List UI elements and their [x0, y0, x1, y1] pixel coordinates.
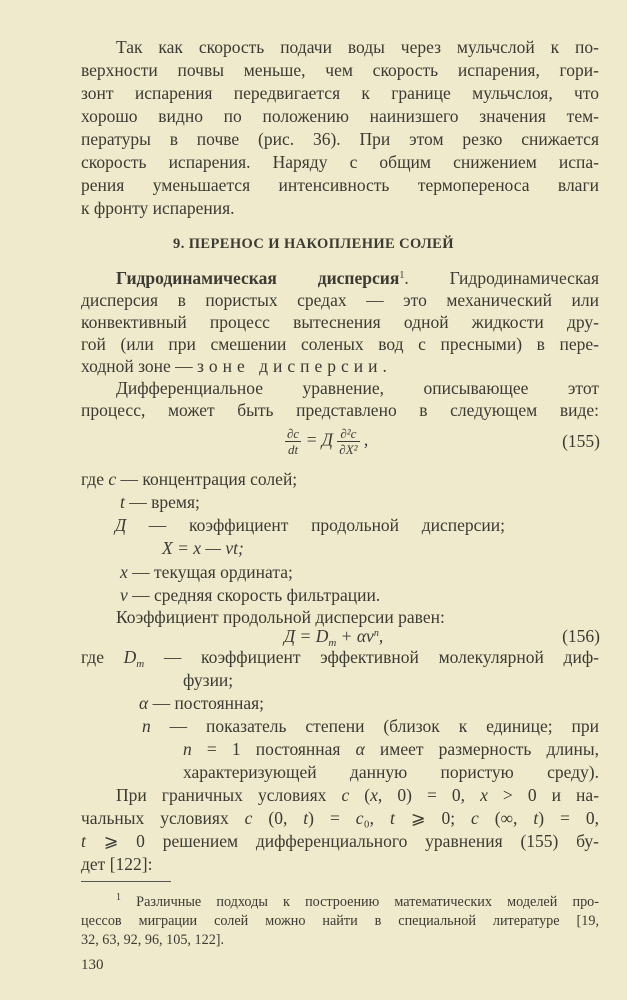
text-run: — концентрация солей;	[116, 469, 298, 489]
text-line: скорость испарения. Наряду с общим снижением испа-	[81, 152, 599, 172]
equation-number: (156)	[562, 626, 600, 646]
text-run: — показатель степени (близок к единице; при	[150, 716, 599, 736]
symbol: n	[183, 739, 192, 759]
page-number: 130	[81, 957, 104, 973]
section-heading: 9. ПЕРЕНОС И НАКОПЛЕНИЕ СОЛЕЙ	[173, 236, 454, 252]
text-run: ) =	[308, 808, 356, 828]
equation-156	[284, 626, 384, 649]
definition-line	[120, 491, 600, 513]
footnote-line: цессов миграции солей можно найти в специальной литературе [19,	[81, 913, 599, 929]
symbol: Д	[115, 515, 127, 535]
formula: X = x — vt;	[162, 538, 244, 558]
text-line	[81, 830, 599, 852]
text-line: верхности почвы меньше, чем скорость испарения, гори-	[81, 60, 599, 80]
formula-line	[162, 537, 462, 559]
definition-line	[183, 738, 599, 760]
footnote-mark: 1	[116, 892, 121, 903]
equation-text: = Д	[301, 429, 338, 450]
text-line: Коэффициент продольной дисперсии равен:	[116, 607, 445, 627]
numerator: ∂²c	[337, 426, 359, 442]
symbol: t	[533, 808, 539, 828]
symbol: t	[120, 492, 125, 512]
symbol: n	[142, 716, 151, 736]
text-line: дисперсия в пористых средах — это механический или	[81, 290, 599, 310]
text-run: , 0) = 0,	[377, 785, 481, 805]
text-line: Так как скорость подачи воды через мульчслой к по-	[116, 37, 599, 57]
text-run: ⩾ 0 решением дифференциального уравнения (155) бу-	[85, 831, 599, 851]
text-line: фузии;	[183, 670, 234, 690]
equation-number: (155)	[562, 431, 600, 451]
equation-text: + αv	[336, 626, 374, 646]
subscript: ₀	[363, 808, 370, 828]
definition-line	[139, 692, 599, 714]
equation-text: ,	[378, 626, 384, 646]
symbol: t	[303, 808, 309, 828]
text-run: . Гидродинамическая	[404, 268, 599, 288]
equation-text: ,	[359, 429, 369, 450]
denominator: dt	[288, 442, 299, 457]
run-in-heading: Гидродинамическая дисперсия	[116, 268, 400, 288]
subscript: m	[136, 658, 145, 670]
text-line: рения уменьшается интенсивность термопереноса влаги	[81, 175, 599, 195]
symbol: α	[355, 739, 365, 759]
symbol: c	[108, 469, 117, 489]
text-run: — время;	[124, 492, 200, 512]
text-run: — коэффициент эффективной молекулярной диф-	[144, 647, 599, 667]
text-line: дет [122]:	[81, 854, 153, 874]
text-run: .	[382, 356, 387, 376]
definition-line	[142, 715, 599, 737]
text-line	[81, 355, 599, 377]
text-run: — коэффициент продольной дисперсии;	[126, 515, 505, 535]
symbol: v	[120, 585, 128, 605]
text-run: имеет размерность длины,	[364, 739, 600, 759]
denominator: ∂X²	[339, 442, 358, 457]
text-line: хорошо видно по положению наинизшего значения тем-	[81, 106, 599, 126]
equation-text: Д = D	[284, 626, 329, 646]
text-line: к фронту испарения.	[81, 198, 235, 218]
symbol: x	[480, 785, 488, 805]
text-line	[81, 807, 599, 829]
text-line: гой (или при смешении соленых вод с пресными) в пере-	[81, 334, 599, 354]
text-line: характеризующей данную пористую среду).	[183, 762, 599, 782]
symbol: t	[81, 831, 86, 851]
symbol: c	[355, 808, 364, 828]
symbol: x	[370, 785, 378, 805]
text-run: ,	[369, 808, 390, 828]
text-run: — средняя скорость фильтрации.	[127, 585, 381, 605]
fraction	[337, 426, 359, 457]
definition-line	[115, 514, 505, 536]
text-run: — текущая ордината;	[127, 562, 293, 582]
definition-line	[120, 584, 600, 606]
text-run: = 1 постоянная	[191, 739, 356, 759]
definition-line	[120, 561, 600, 583]
text-run: — постоянная;	[148, 693, 265, 713]
text-run: ⩾ 0;	[394, 808, 472, 828]
footnote-ref: 1	[399, 270, 405, 281]
text-run: чальных условиях	[81, 808, 245, 828]
fraction	[285, 426, 301, 457]
text-run: При граничных условиях	[116, 785, 342, 805]
text-run: (0,	[252, 808, 304, 828]
text-line: конвективный процесс вытеснения одной жидкости дру-	[81, 312, 599, 332]
text-run: где	[81, 469, 104, 489]
text-run: > 0 и на-	[487, 785, 600, 805]
text-run: (	[349, 785, 371, 805]
equation-155	[285, 426, 368, 457]
text-run: Различные подходы к построению математических моделей про-	[121, 894, 599, 910]
text-line: Дифференциальное уравнение, описывающее этот	[116, 378, 599, 398]
text-run: (∞,	[478, 808, 534, 828]
definition-line	[81, 468, 599, 490]
footnote-line	[116, 893, 599, 911]
symbol: c	[471, 808, 479, 828]
symbol: t	[390, 808, 395, 828]
symbol: D	[123, 647, 137, 667]
text-run: ходной зоне —	[81, 356, 198, 376]
text-line: пературы в почве (рис. 36). При этом резко снижается	[81, 129, 599, 149]
text-line: зонт испарения передвигается к границе мульчслоя, что	[81, 83, 599, 103]
symbol: c	[341, 785, 350, 805]
symbol: c	[244, 808, 253, 828]
text-run: где	[81, 647, 104, 667]
text-run: ) = 0,	[538, 808, 599, 828]
footnote-divider	[81, 881, 171, 882]
spaced-term: зоне дисперсии	[197, 356, 383, 376]
symbol: x	[120, 562, 128, 582]
numerator: ∂c	[287, 426, 300, 441]
superscript: n	[373, 628, 379, 639]
definition-line	[81, 646, 599, 668]
symbol: α	[139, 693, 149, 713]
text-line	[116, 267, 599, 289]
text-line	[116, 784, 599, 806]
subscript: m	[328, 637, 337, 649]
text-line: процесс, может быть представлено в следующем виде:	[81, 400, 599, 420]
footnote-line: 32, 63, 92, 96, 105, 122].	[81, 932, 225, 948]
